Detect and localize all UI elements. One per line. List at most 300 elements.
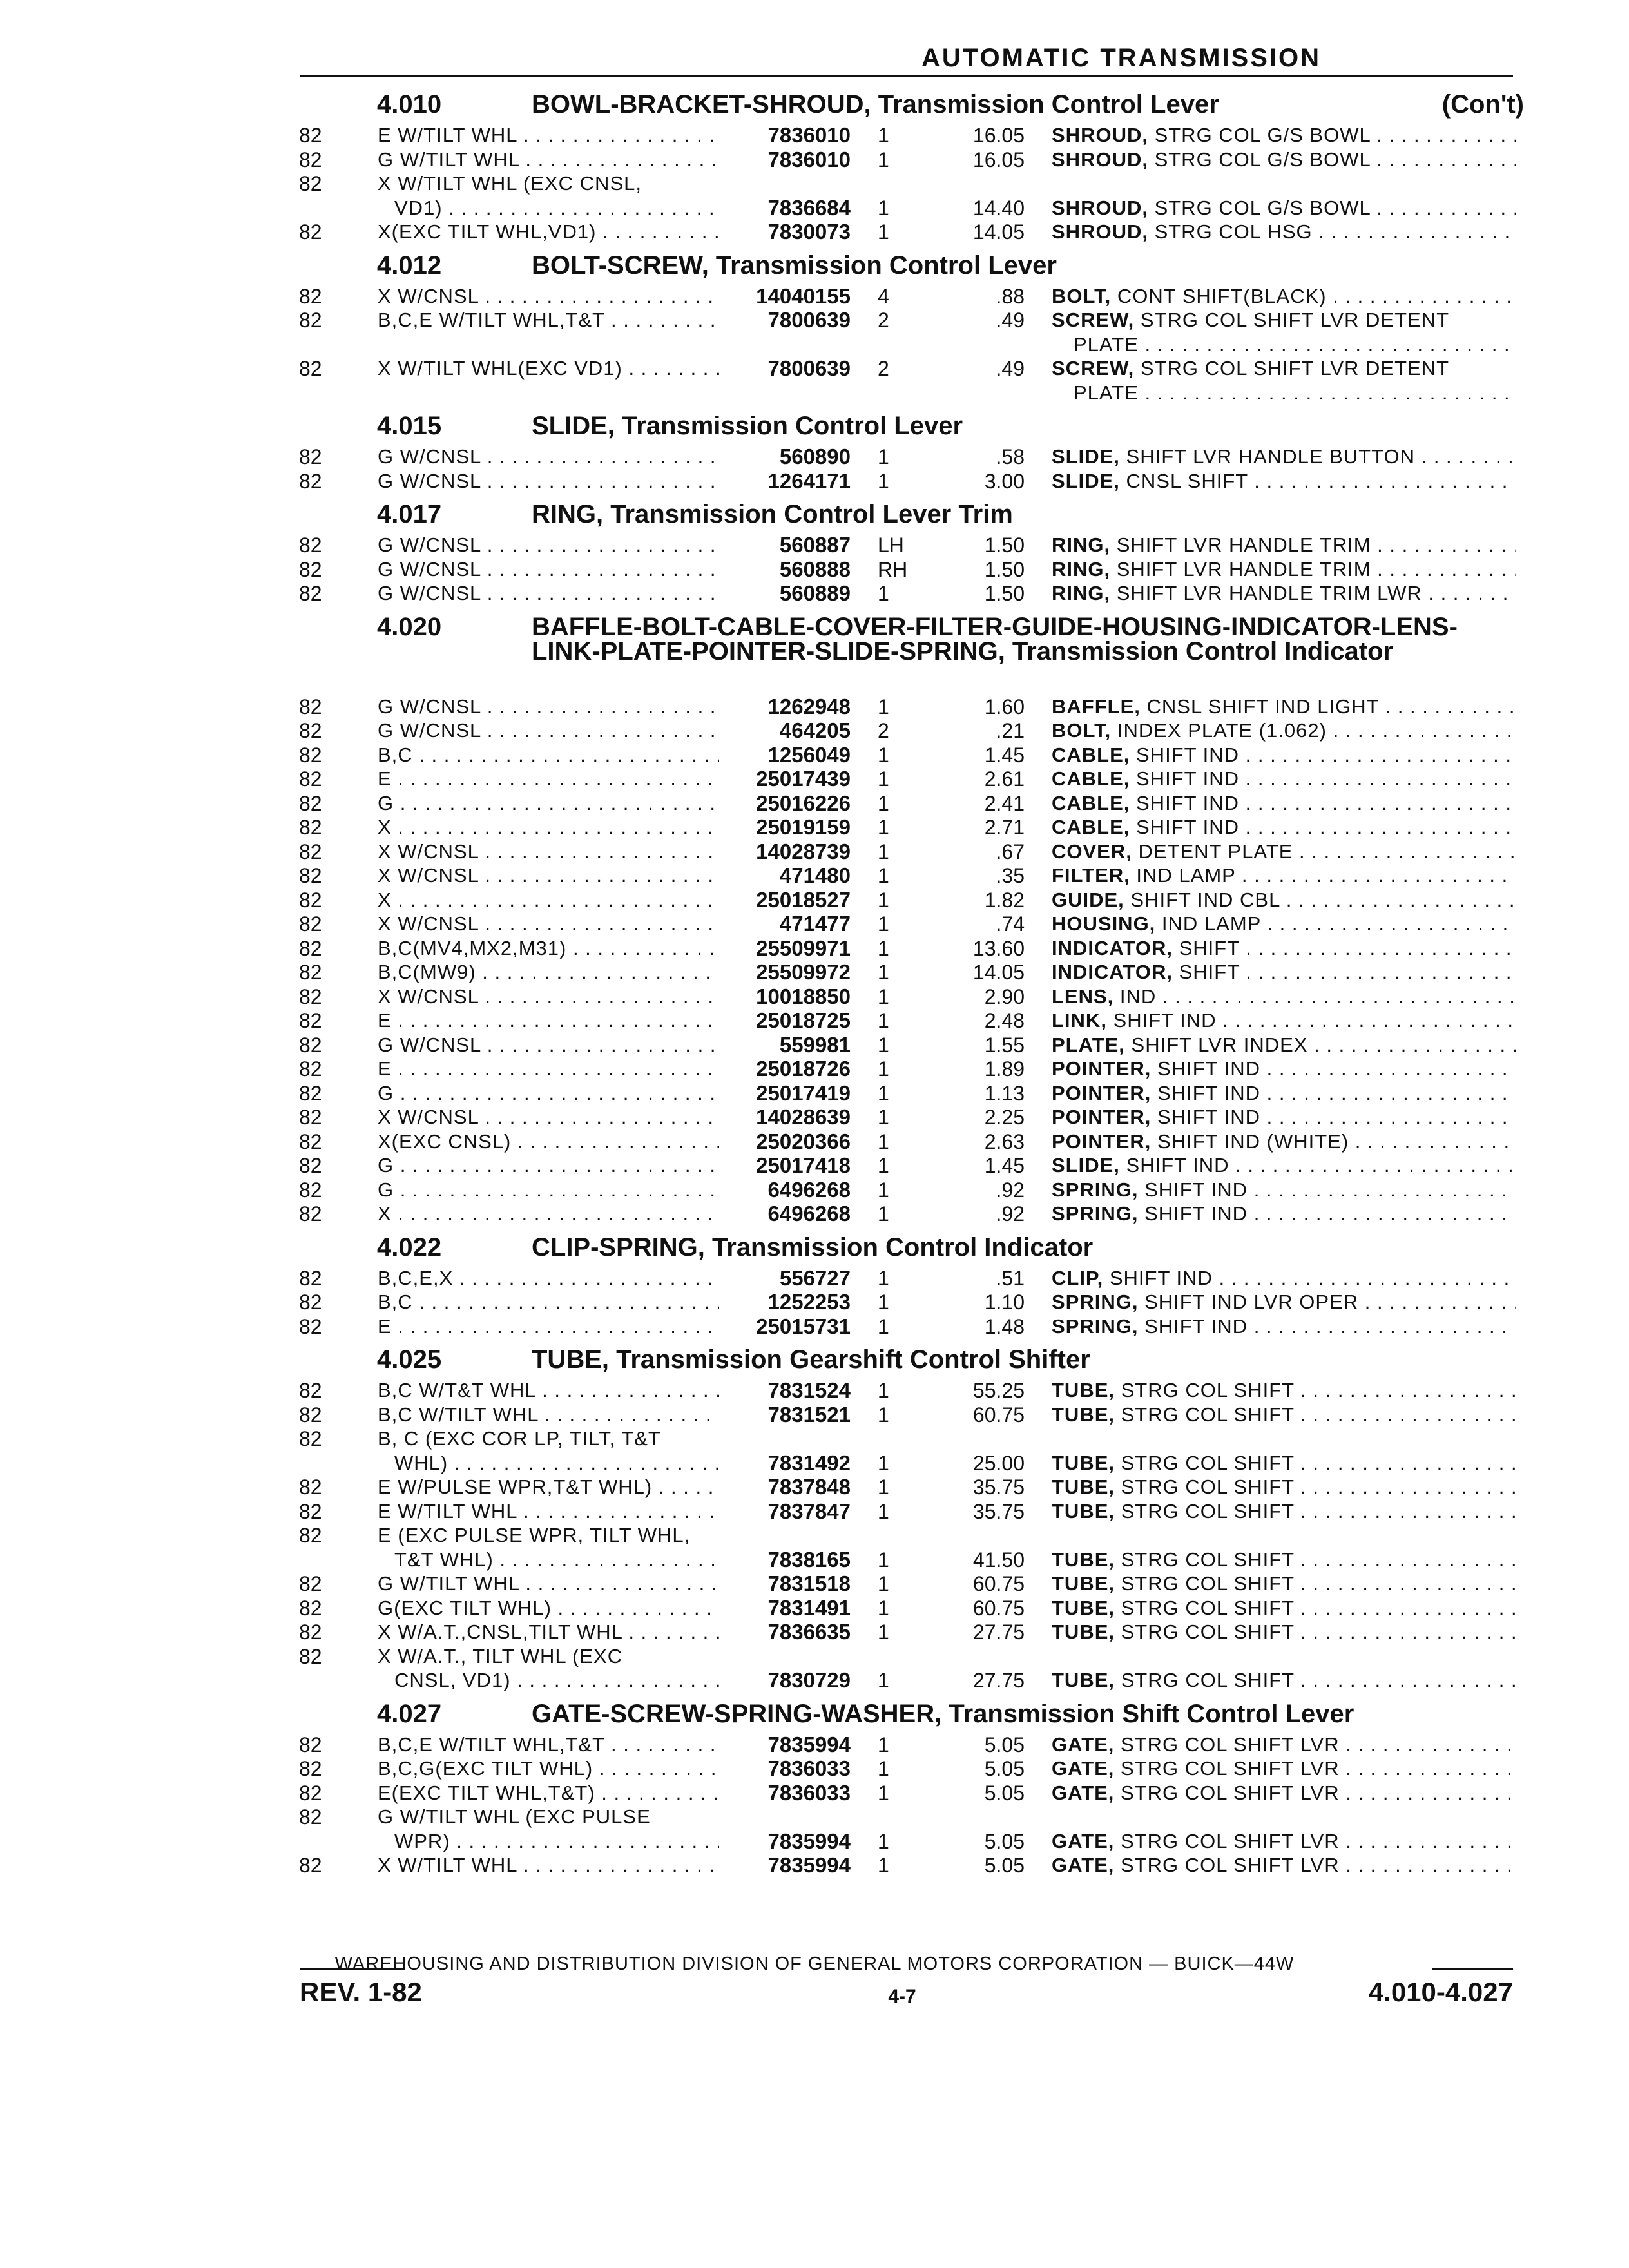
revision-label: REV. 1-82: [300, 1977, 422, 2007]
quantity: 1: [878, 1548, 889, 1571]
description-noun: CABLE,: [1052, 743, 1130, 766]
part-row: [0, 1033, 1629, 1057]
part-row: [0, 1202, 1629, 1226]
price: 5.05: [984, 1829, 1025, 1853]
model-year: 82: [299, 1009, 322, 1032]
description-noun: TUBE,: [1052, 1548, 1115, 1571]
description: [1052, 743, 1516, 767]
description-noun: TUBE,: [1052, 1669, 1115, 1691]
description: [1052, 815, 1516, 840]
description-text: SHIFT: [1172, 961, 1240, 983]
description-noun: RING,: [1052, 533, 1111, 556]
quantity: 1: [878, 220, 889, 244]
part-number: 25017439: [756, 767, 851, 791]
model-year: 82: [299, 1620, 322, 1644]
price: 1.89: [984, 1057, 1025, 1081]
quantity: 1: [878, 985, 889, 1008]
part-number: 7831521: [767, 1402, 851, 1427]
application: X W/CNSL . . .: [378, 912, 719, 936]
application: G . . .: [378, 1178, 719, 1202]
application-continued: WPR) . . .: [394, 1829, 719, 1854]
description-noun: SLIDE,: [1052, 445, 1120, 468]
quantity: 1: [878, 1009, 889, 1032]
application: G W/CNSL . . .: [378, 1033, 719, 1057]
description-text: STRG COL SHIFT: [1115, 1379, 1295, 1401]
application: E W/TILT WHL . . .: [378, 1499, 719, 1524]
application: X . . .: [378, 815, 719, 840]
description-text: SHIFT IND: [1130, 767, 1239, 790]
description-noun: SLIDE,: [1052, 1154, 1120, 1177]
description: [1052, 767, 1516, 791]
section-number: 4.012: [377, 251, 442, 280]
section-title: GATE-SCREW-SPRING-WASHER, Transmission Shift Control Lever: [532, 1699, 1354, 1728]
description: [1052, 1178, 1516, 1202]
description-noun: GATE,: [1052, 1854, 1115, 1876]
description-noun: GUIDE,: [1052, 888, 1124, 911]
application: B,C(MW9) . . .: [378, 960, 719, 985]
description-noun: TUBE,: [1052, 1596, 1115, 1619]
description: [1052, 888, 1516, 912]
description-noun: SPRING,: [1052, 1178, 1139, 1201]
description-noun: POINTER,: [1052, 1129, 1152, 1153]
application: B,C . . .: [378, 743, 719, 767]
description: [1052, 1266, 1516, 1291]
application: X . . .: [378, 1202, 719, 1226]
price: 35.75: [972, 1499, 1025, 1523]
model-year: 82: [299, 936, 322, 960]
description-text: SHIFT IND LVR OPER: [1138, 1291, 1359, 1313]
application: G W/CNSL . . .: [378, 533, 719, 557]
part-row: [0, 1129, 1629, 1154]
model-year: 82: [299, 284, 322, 308]
model-year: 82: [299, 220, 322, 244]
model-year: 82: [299, 1572, 322, 1595]
part-row: [0, 1427, 1629, 1451]
price: .49: [996, 309, 1025, 332]
description-noun: LENS,: [1052, 985, 1114, 1008]
model-year: 82: [299, 1154, 322, 1177]
quantity: 1: [878, 1781, 889, 1805]
part-row: [0, 791, 1629, 816]
description: [1052, 1451, 1516, 1475]
model-year: 82: [299, 148, 322, 171]
application: E W/TILT WHL . . .: [378, 123, 719, 148]
application: X W/A.T., TILT WHL (EXC: [378, 1644, 623, 1667]
description-noun: LINK,: [1052, 1009, 1107, 1032]
model-year: 82: [299, 888, 322, 912]
part-row: [0, 557, 1629, 582]
application-continued: T&T WHL) . . .: [394, 1548, 719, 1572]
application: X W/TILT WHL . . .: [378, 1853, 719, 1878]
quantity: 1: [878, 912, 889, 936]
application: G W/CNSL . . .: [378, 469, 719, 494]
part-row: [0, 1805, 1629, 1829]
part-number: 25019159: [756, 815, 851, 839]
part-number: 7836010: [767, 147, 851, 171]
price: 5.05: [984, 1733, 1025, 1756]
price: 1.50: [984, 557, 1025, 581]
part-row: [0, 743, 1629, 767]
application: X W/CNSL . . .: [378, 985, 719, 1009]
part-number: 560889: [779, 581, 851, 605]
quantity: 1: [878, 1033, 889, 1057]
description: [1052, 581, 1516, 606]
description: [1052, 1033, 1516, 1057]
description: [1052, 356, 1516, 381]
description: [1052, 1853, 1516, 1878]
description: [1052, 220, 1516, 244]
application: G . . .: [378, 1153, 719, 1178]
description: [1052, 912, 1516, 936]
description-continued: PLATE . . .: [1074, 381, 1516, 405]
part-row: [0, 1781, 1629, 1805]
part-number: 7836684: [767, 195, 851, 220]
description-noun: SHROUD,: [1052, 124, 1148, 146]
header-rule: [300, 75, 1513, 77]
price: 2.71: [984, 816, 1025, 839]
part-row: [0, 445, 1629, 469]
quantity: 4: [878, 284, 889, 308]
description-text: SHIFT LVR HANDLE BUTTON: [1119, 445, 1415, 468]
quantity: 1: [878, 124, 889, 147]
description-noun: CABLE,: [1052, 816, 1130, 838]
price: 1.45: [984, 1154, 1025, 1177]
description-noun: BOLT,: [1052, 284, 1112, 307]
price: 2.41: [984, 791, 1025, 815]
price: 1.60: [984, 695, 1025, 718]
description-text: SHIFT IND: [1130, 791, 1239, 814]
quantity: 1: [878, 445, 889, 468]
quantity: 1: [878, 1403, 889, 1427]
description-text: STRG COL SHIFT: [1115, 1548, 1295, 1571]
price: .35: [996, 864, 1025, 887]
application: B,C,E W/TILT WHL,T&T . . .: [378, 1733, 719, 1757]
application: E . . .: [378, 1314, 719, 1339]
description-text: SHIFT IND: [1103, 1266, 1213, 1289]
description-noun: POINTER,: [1052, 1106, 1152, 1128]
part-number: 25509972: [756, 960, 851, 984]
application-continued: CNSL, VD1) . . .: [394, 1668, 719, 1693]
description-noun: FILTER,: [1052, 864, 1130, 887]
description: [1052, 1105, 1516, 1129]
description: [1052, 1475, 1516, 1499]
quantity: 1: [878, 1620, 889, 1644]
price: .21: [996, 719, 1025, 742]
description: [1052, 1153, 1516, 1178]
section-number: 4.020: [377, 612, 442, 641]
price: 27.75: [972, 1620, 1025, 1644]
application: X W/CNSL . . .: [378, 863, 719, 888]
part-row: [0, 840, 1629, 864]
part-number: 7800639: [767, 308, 851, 332]
description-text: SHIFT IND: [1138, 1314, 1248, 1338]
part-row: [0, 1403, 1629, 1427]
price: 1.82: [984, 888, 1025, 912]
part-number: 560890: [779, 445, 851, 468]
description-text: IND LAMP: [1130, 864, 1236, 887]
price: .88: [996, 284, 1025, 308]
description-noun: TUBE,: [1052, 1499, 1115, 1523]
part-row: [0, 1571, 1629, 1596]
description-noun: INDICATOR,: [1052, 936, 1173, 959]
description: [1052, 1008, 1516, 1033]
part-row: [0, 1620, 1629, 1644]
description-text: STRG COL G/S BOWL: [1148, 124, 1371, 146]
application: B,C,E,X . . .: [378, 1266, 719, 1291]
description: [1052, 1314, 1516, 1339]
description-noun: TUBE,: [1052, 1379, 1115, 1401]
description-text: SHIFT IND: [1130, 743, 1239, 766]
part-number: 560888: [779, 557, 851, 581]
description-noun: CABLE,: [1052, 791, 1130, 814]
description-noun: TUBE,: [1052, 1403, 1115, 1426]
model-year: 82: [299, 1314, 322, 1338]
part-row: [0, 1178, 1629, 1202]
description: [1052, 1620, 1516, 1644]
description-text: STRG COL SHIFT: [1115, 1572, 1295, 1595]
quantity: 1: [878, 1129, 889, 1153]
price: 1.48: [984, 1314, 1025, 1338]
description: [1052, 695, 1516, 719]
model-year: 82: [299, 1475, 322, 1499]
quantity: 1: [878, 1451, 889, 1475]
description: [1052, 936, 1516, 961]
quantity: 1: [878, 1854, 889, 1877]
price: 1.50: [984, 533, 1025, 557]
model-year: 82: [299, 469, 322, 493]
description-noun: SPRING,: [1052, 1314, 1139, 1338]
model-year: 82: [299, 1524, 322, 1547]
application: G W/TILT WHL . . .: [378, 148, 719, 172]
description: [1052, 1378, 1516, 1403]
part-number: 25017418: [756, 1153, 851, 1177]
part-row: [0, 533, 1629, 557]
quantity: 2: [878, 357, 889, 380]
application: X W/TILT WHL(EXC VD1) . . .: [378, 356, 719, 381]
part-number: 7836010: [767, 123, 851, 147]
price: 2.25: [984, 1106, 1025, 1129]
part-row: [0, 1853, 1629, 1878]
section-range: 4.010-4.027: [1368, 1977, 1513, 2007]
model-year: 82: [299, 719, 322, 742]
description: [1052, 718, 1516, 743]
description-noun: HOUSING,: [1052, 912, 1156, 935]
model-year: 82: [299, 172, 322, 195]
part-row-continued: [0, 196, 1629, 220]
section-number: 4.010: [377, 90, 442, 119]
model-year: 82: [299, 1499, 322, 1523]
part-number: 1256049: [767, 742, 851, 767]
model-year: 82: [299, 357, 322, 380]
description: [1052, 469, 1516, 494]
description-text: STRG COL SHIFT: [1115, 1596, 1295, 1619]
description: [1052, 1202, 1516, 1226]
quantity: 1: [878, 1596, 889, 1620]
description-text: SHIFT IND: [1151, 1057, 1261, 1080]
description-text: STRG COL HSG: [1148, 220, 1313, 243]
description-text: STRG COL SHIFT LVR: [1114, 1829, 1340, 1852]
part-row-continued: [0, 332, 1629, 357]
price: 1.13: [984, 1081, 1025, 1105]
part-row-continued: [0, 1451, 1629, 1475]
description: [1052, 1781, 1516, 1805]
model-year: 82: [299, 767, 322, 791]
description-noun: CABLE,: [1052, 767, 1130, 790]
description: [1052, 1596, 1516, 1620]
description: [1052, 1571, 1516, 1596]
description-text: SHIFT IND: [1106, 1009, 1217, 1032]
model-year: 82: [299, 1403, 322, 1427]
description: [1052, 148, 1516, 172]
model-year: 82: [299, 533, 322, 557]
application: B,C W/T&T WHL . . .: [378, 1378, 719, 1403]
price: .74: [996, 912, 1025, 936]
section-title: BOLT-SCREW, Transmission Control Lever: [532, 251, 1057, 280]
description-text: STRG COL SHIFT: [1115, 1451, 1295, 1474]
quantity: 1: [878, 791, 889, 815]
quantity: RH: [878, 557, 908, 581]
model-year: 82: [299, 1266, 322, 1290]
price: 2.48: [984, 1009, 1025, 1032]
part-number: 464205: [779, 718, 851, 742]
quantity: 1: [878, 961, 889, 984]
quantity: 1: [878, 1291, 889, 1314]
part-row: [0, 1105, 1629, 1129]
model-year: 82: [299, 912, 322, 936]
price: 41.50: [972, 1548, 1025, 1571]
price: 1.45: [984, 743, 1025, 767]
section-number: 4.017: [377, 500, 442, 528]
description: [1052, 1668, 1516, 1693]
application: G W/TILT WHL . . .: [378, 1571, 719, 1596]
part-number: 10018850: [756, 984, 851, 1008]
quantity: 1: [878, 1178, 889, 1202]
price: 16.05: [972, 148, 1025, 171]
description-text: SHIFT LVR HANDLE TRIM: [1110, 557, 1371, 581]
price: 1.10: [984, 1291, 1025, 1314]
description-text: STRG COL SHIFT LVR: [1114, 1757, 1340, 1780]
description-text: STRG COL SHIFT: [1115, 1620, 1295, 1643]
model-year: 82: [299, 791, 322, 815]
price: 60.75: [972, 1596, 1025, 1620]
description-text: STRG COL SHIFT LVR: [1114, 1854, 1340, 1876]
description-text: SHIFT IND: [1119, 1154, 1229, 1177]
continued-label: (Con't): [1441, 90, 1524, 119]
model-year: 82: [299, 743, 322, 767]
quantity: 1: [878, 816, 889, 839]
description: [1052, 1290, 1516, 1314]
model-year: 82: [299, 1057, 322, 1081]
description: [1052, 985, 1516, 1009]
part-row: [0, 960, 1629, 985]
part-row: [0, 1499, 1629, 1524]
part-row: [0, 912, 1629, 936]
description-text: SHIFT LVR HANDLE TRIM: [1110, 533, 1371, 556]
description-noun: SLIDE,: [1052, 469, 1120, 492]
part-row: [0, 123, 1629, 148]
quantity: 1: [878, 888, 889, 912]
price: .58: [996, 445, 1025, 468]
model-year: 82: [299, 1596, 322, 1620]
part-row: [0, 148, 1629, 172]
part-number: 7835994: [767, 1853, 851, 1877]
description-noun: SHROUD,: [1052, 196, 1148, 219]
page-number: 4-7: [888, 1986, 916, 2007]
description-text: SHIFT IND: [1138, 1202, 1248, 1225]
part-number: 7835994: [767, 1732, 851, 1756]
model-year: 82: [299, 864, 322, 887]
quantity: 1: [878, 743, 889, 767]
price: 14.05: [972, 961, 1025, 984]
model-year: 82: [299, 1106, 322, 1129]
model-year: 82: [299, 1178, 322, 1202]
model-year: 82: [299, 985, 322, 1008]
part-row: [0, 695, 1629, 719]
description-text: STRG COL SHIFT: [1115, 1499, 1295, 1523]
section-title: CLIP-SPRING, Transmission Control Indicator: [532, 1233, 1094, 1262]
model-year: 82: [299, 124, 322, 147]
model-year: 82: [299, 1033, 322, 1057]
model-year: 82: [299, 695, 322, 718]
part-number: 7800639: [767, 356, 851, 380]
description-noun: POINTER,: [1052, 1057, 1152, 1080]
description-text: SHIFT: [1172, 936, 1240, 959]
description-text: SHIFT LVR HANDLE TRIM LWR: [1110, 582, 1422, 604]
quantity: 1: [878, 767, 889, 791]
part-row-continued: [0, 1548, 1629, 1572]
application: E W/PULSE WPR,T&T WHL) . . .: [378, 1475, 719, 1499]
description-text: INDEX PLATE (1.062): [1111, 719, 1327, 742]
quantity: 1: [878, 1154, 889, 1177]
price: 5.05: [984, 1781, 1025, 1805]
description-noun: BAFFLE,: [1052, 695, 1141, 718]
price: 2.61: [984, 767, 1025, 791]
model-year: 82: [299, 1781, 322, 1805]
part-number: 7830073: [767, 220, 851, 244]
description: [1052, 863, 1516, 888]
part-row: [0, 936, 1629, 961]
model-year: 82: [299, 1129, 322, 1153]
quantity: 1: [878, 840, 889, 863]
part-number: 25018725: [756, 1008, 851, 1032]
price: 55.25: [972, 1379, 1025, 1402]
part-number: 471477: [779, 912, 851, 936]
quantity: 1: [878, 1202, 889, 1225]
model-year: 82: [299, 309, 322, 332]
description: [1052, 533, 1516, 557]
section-number: 4.027: [377, 1699, 442, 1728]
quantity: 1: [878, 1379, 889, 1402]
description-text: STRG COL SHIFT: [1115, 1403, 1295, 1426]
price: 27.75: [972, 1669, 1025, 1692]
price: 25.00: [972, 1451, 1025, 1475]
description: [1052, 1403, 1516, 1427]
application: X W/CNSL . . .: [378, 1105, 719, 1129]
part-row: [0, 767, 1629, 791]
price: 14.05: [972, 220, 1025, 244]
quantity: 2: [878, 309, 889, 332]
section-number: 4.022: [377, 1233, 442, 1262]
part-row: [0, 1644, 1629, 1669]
part-row-continued: [0, 1829, 1629, 1854]
section-number: 4.025: [377, 1345, 442, 1374]
price: 60.75: [972, 1403, 1025, 1427]
part-number: 25015731: [756, 1314, 851, 1338]
description-text: SHIFT IND CBL: [1124, 888, 1280, 911]
description: [1052, 1829, 1516, 1854]
part-number: 25018527: [756, 887, 851, 912]
quantity: 1: [878, 1669, 889, 1692]
